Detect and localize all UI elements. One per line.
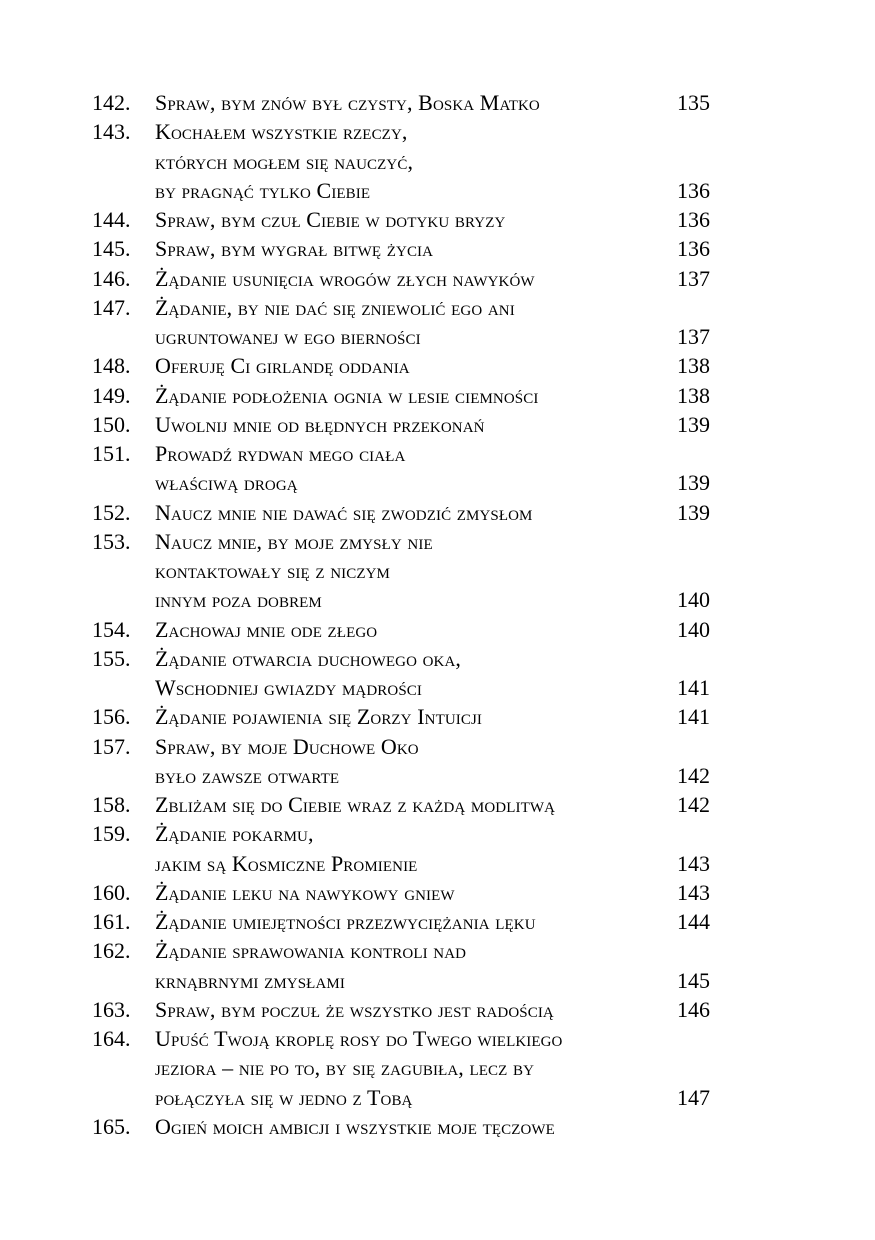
toc-entry: [0, 527, 875, 615]
toc-entry-line: [0, 995, 875, 1024]
page-number: 139: [677, 411, 710, 437]
entry-title: Uwolnij mnie od błędnych przekonań: [155, 411, 485, 437]
toc-entry-line: [0, 322, 875, 351]
toc-entry-line: [0, 615, 875, 644]
toc-entry-line: [0, 673, 875, 702]
entry-title: Spraw, bym poczuł że wszystko jest radością: [155, 996, 554, 1022]
entry-title: Naucz mnie, by moje zmysły nie: [155, 528, 433, 554]
toc-entry: [0, 936, 875, 995]
toc-entry-line: [0, 936, 875, 965]
toc-entry-line: [0, 1024, 875, 1053]
entry-title: Żądanie umiejętności przezwyciężania lęku: [155, 909, 536, 934]
toc-entry-line: [0, 1112, 875, 1141]
entry-number: 164.: [92, 1026, 131, 1051]
entry-title: Spraw, bym wygrał bitwę życia: [155, 236, 434, 262]
entry-number: 155.: [92, 645, 131, 671]
page-number: 139: [677, 499, 710, 525]
toc-entry: [0, 790, 875, 819]
entry-number: 143.: [92, 119, 131, 145]
toc-entry: [0, 615, 875, 644]
page-number: 138: [677, 382, 710, 408]
toc-entry: [0, 381, 875, 410]
entry-title: jeziora – nie po to, by się zagubiła, lecz by: [155, 1055, 535, 1081]
toc-entry-line: [0, 117, 875, 146]
entry-title: Żądanie sprawowania kontroli nad: [155, 938, 467, 964]
entry-number: 145.: [92, 236, 131, 262]
toc-entry-line: [0, 176, 875, 205]
toc-entry-line: [0, 205, 875, 234]
toc-entry-line: [0, 1083, 875, 1112]
page-number: 140: [677, 587, 710, 613]
toc-entry-line: [0, 88, 875, 117]
entry-title: Zachowaj mnie ode złego: [155, 616, 378, 642]
page-number: 142: [677, 792, 710, 817]
toc-entry-line: [0, 849, 875, 878]
toc-entry-line: [0, 410, 875, 439]
entry-title: połączyła się w jedno z Tobą: [155, 1084, 413, 1110]
entry-number: 148.: [92, 353, 131, 379]
toc-entry: [0, 439, 875, 498]
page-number: 141: [677, 704, 710, 730]
entry-number: 144.: [92, 207, 131, 232]
toc-entry: [0, 702, 875, 731]
toc-entry: [0, 234, 875, 263]
page-number: 136: [677, 236, 710, 262]
page-number: 140: [677, 616, 710, 642]
entry-number: 165.: [92, 1113, 131, 1139]
entry-title: Zbliżam się do Ciebie wraz z każdą modlitwą: [155, 792, 556, 817]
page-number: 147: [677, 1084, 710, 1110]
toc-entry: [0, 995, 875, 1024]
toc-entry: [0, 644, 875, 703]
toc-entry-line: [0, 790, 875, 819]
entry-title: Żądanie pokarmu,: [155, 821, 314, 847]
toc-entry: [0, 351, 875, 380]
toc-entry: [0, 88, 875, 117]
entry-title: ugruntowanej w ego bierności: [155, 324, 421, 349]
entry-number: 151.: [92, 441, 131, 466]
entry-title: Spraw, bym znów był czysty, Boska Matko: [155, 90, 540, 115]
toc-entry: [0, 732, 875, 791]
toc-entry-line: [0, 732, 875, 761]
toc-entry-line: [0, 644, 875, 673]
entry-number: 158.: [92, 792, 131, 817]
page-number: 141: [677, 675, 710, 700]
page-number: 145: [677, 967, 710, 993]
toc-entry-line: [0, 147, 875, 176]
entry-number: 153.: [92, 528, 131, 554]
entry-title: by pragnąć tylko Ciebie: [155, 177, 371, 203]
toc-entry-line: [0, 702, 875, 731]
toc-entry-line: [0, 1053, 875, 1082]
page-number: 136: [677, 177, 710, 203]
toc-entry-line: [0, 819, 875, 848]
entry-title: Spraw, by moje Duchowe Oko: [155, 733, 419, 759]
entry-title: których mogłem się nauczyć,: [155, 148, 414, 174]
page-number: 137: [677, 265, 710, 291]
toc-entry-line: [0, 907, 875, 936]
toc-entry: [0, 205, 875, 234]
toc-entry-line: [0, 527, 875, 556]
page-number: 136: [677, 207, 710, 232]
page-number: 143: [677, 850, 710, 876]
entry-title: Żądanie podłożenia ognia w lesie ciemności: [155, 382, 539, 408]
page-number: 135: [677, 90, 710, 115]
entry-title: właściwą drogą: [155, 470, 298, 496]
toc-entry: [0, 410, 875, 439]
toc-entry-line: [0, 293, 875, 322]
entry-title: Wschodniej gwiazdy mądrości: [155, 675, 422, 700]
entry-number: 162.: [92, 938, 131, 964]
page-number: 144: [677, 909, 710, 934]
entry-title: było zawsze otwarte: [155, 762, 340, 788]
toc-entry-line: [0, 556, 875, 585]
toc-entry: [0, 878, 875, 907]
entry-title: Żądanie pojawienia się Zorzy Intuicji: [155, 704, 483, 730]
toc-entry: [0, 117, 875, 205]
toc-entry-line: [0, 966, 875, 995]
toc-entry-line: [0, 351, 875, 380]
toc-entry-line: [0, 439, 875, 468]
toc-entry: [0, 264, 875, 293]
entry-title: Prowadź rydwan mego ciała: [155, 441, 406, 466]
entry-title: Kochałem wszystkie rzeczy,: [155, 119, 408, 145]
entry-title: Żądanie otwarcia duchowego oka,: [155, 645, 462, 671]
page-number: 138: [677, 353, 710, 379]
toc-entry: [0, 907, 875, 936]
entry-number: 150.: [92, 411, 131, 437]
toc-entry: [0, 1024, 875, 1112]
entry-number: 161.: [92, 909, 131, 934]
entry-title: Żądanie leku na nawykowy gniew: [155, 879, 455, 905]
entry-number: 142.: [92, 90, 131, 115]
toc-entry-line: [0, 498, 875, 527]
page-number: 142: [677, 762, 710, 788]
toc-entry-line: [0, 234, 875, 263]
toc-entry: [0, 819, 875, 878]
toc-entry: [0, 293, 875, 352]
entry-number: 163.: [92, 996, 131, 1022]
entry-title: jakim są Kosmiczne Promienie: [155, 850, 418, 876]
toc-entry: [0, 1112, 875, 1141]
entry-number: 160.: [92, 879, 131, 905]
entry-title: Naucz mnie nie dawać się zwodzić zmysłom: [155, 499, 533, 525]
page-number: 146: [677, 996, 710, 1022]
entry-title: Upuść Twoją kroplę rosy do Twego wielkiego: [155, 1026, 563, 1051]
entry-number: 149.: [92, 382, 131, 408]
toc-entry-line: [0, 585, 875, 614]
toc-entry-line: [0, 761, 875, 790]
page-number: 139: [677, 470, 710, 496]
entry-title: krnąbrnymi zmysłami: [155, 967, 345, 993]
toc-entry-line: [0, 468, 875, 497]
entry-title: Żądanie, by nie dać się zniewolić ego ani: [155, 294, 515, 320]
entry-number: 154.: [92, 616, 131, 642]
table-of-contents: [0, 88, 875, 1141]
entry-number: 146.: [92, 265, 131, 291]
toc-entry: [0, 498, 875, 527]
entry-title: kontaktowały się z niczym: [155, 558, 390, 583]
entry-title: Oferuję Ci girlandę oddania: [155, 353, 410, 379]
toc-entry-line: [0, 264, 875, 293]
entry-title: Ogień moich ambicji i wszystkie moje tęczowe: [155, 1113, 555, 1139]
entry-number: 152.: [92, 499, 131, 525]
entry-title: innym poza dobrem: [155, 587, 322, 613]
page-number: 143: [677, 879, 710, 905]
entry-number: 147.: [92, 294, 131, 320]
entry-number: 156.: [92, 704, 131, 730]
toc-entry-line: [0, 878, 875, 907]
entry-number: 157.: [92, 733, 131, 759]
entry-number: 159.: [92, 821, 131, 847]
toc-entry-line: [0, 381, 875, 410]
page-number: 137: [677, 324, 710, 349]
entry-title: Żądanie usunięcia wrogów złych nawyków: [155, 265, 535, 291]
entry-title: Spraw, bym czuł Ciebie w dotyku bryzy: [155, 207, 506, 232]
